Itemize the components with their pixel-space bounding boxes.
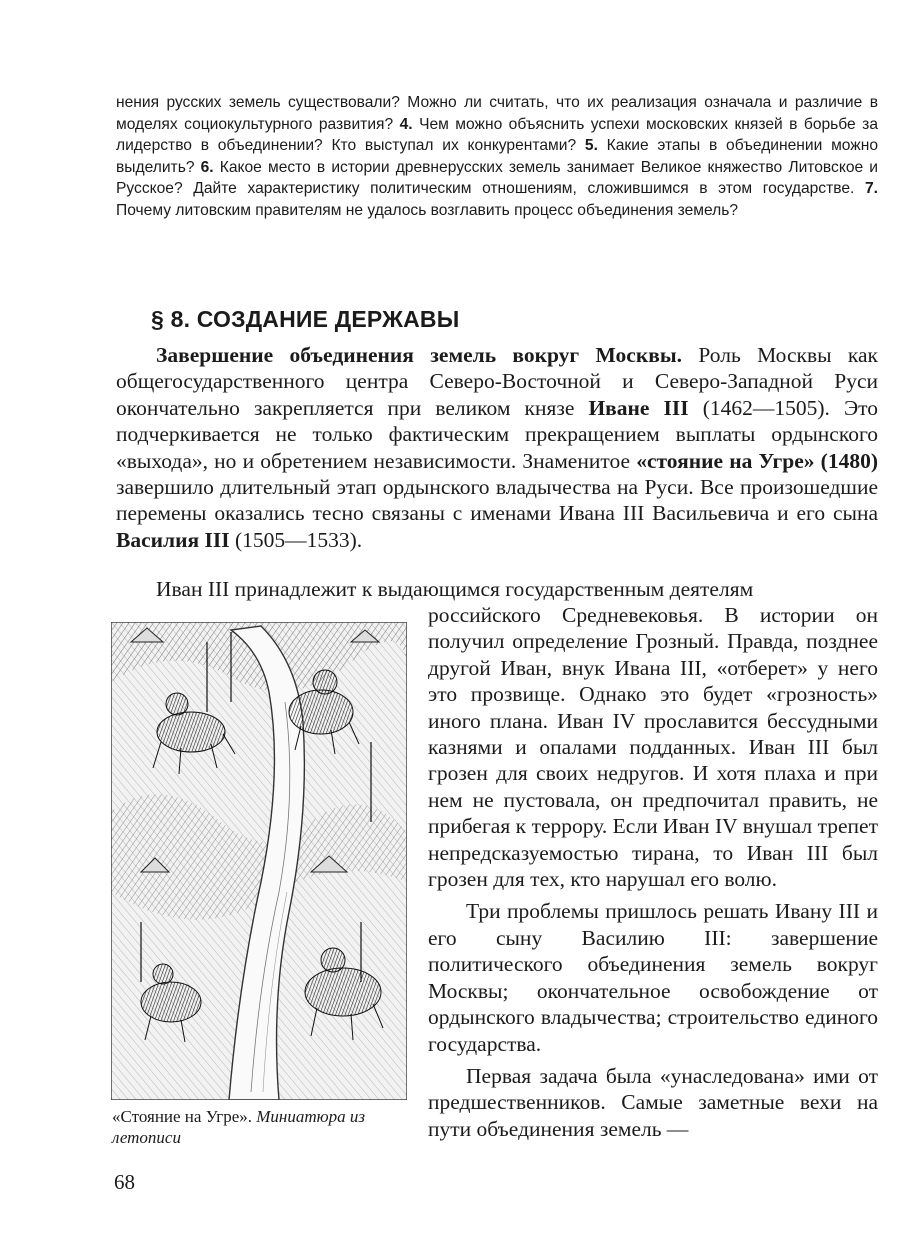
bold-text-run: Завершение объединения земель вокруг Москвы. <box>156 343 682 367</box>
text-column <box>428 602 878 1142</box>
paragraph-ivan-rest: российского Средневековья. В истории он получил определение Грозный. Правда, позднее другой Иван, внук Ивана III, «отберет» у него это прозвище. Однако это будет «грозность» иного плана. Иван IV прославится бессудными казнями и опалами подданных. Иван III был грозен для своих недругов. И хотя плаха и при нем не пустовала, он предпочитал править, не прибегая к террору. Если Иван IV внушал трепет непредсказуемостью тирана, то Иван III был грозен для тех, кто нарушал его волю. <box>428 603 878 892</box>
paragraph-unification <box>116 342 878 553</box>
page-number: 68 <box>114 1170 135 1194</box>
bold-text-run: 7. <box>864 180 878 198</box>
text-run: Почему литовским правителям не удалось возглавить процесс объединения земель? <box>116 201 739 219</box>
bold-text-run: Василия III <box>116 527 230 552</box>
miniature-illustration <box>111 622 407 1100</box>
text-run: Роль Москвы как общегосударственного центра Северо-Восточной и Северо-Западной Руси окончательно закрепляется при великом князе <box>116 343 879 420</box>
caption-source: Миниатюра из летописи <box>112 1107 366 1147</box>
section-heading: § 8. СОЗДАНИЕ ДЕРЖАВЫ <box>151 306 460 332</box>
paragraph-first-task: Первая задача была «унаследована» ими от предшественников. Самые заметные вехи на пути объединения земель — <box>428 1063 878 1141</box>
text-run: Какие этапы в объединении можно выделить? <box>116 137 878 176</box>
review-questions <box>116 92 878 222</box>
paragraph-ivan-first-line: Иван III принадлежит к выдающимся государственным деятелям <box>156 577 754 601</box>
caption-title: «Стояние на Угре». <box>112 1107 257 1126</box>
bold-text-run: Иване III <box>588 395 689 420</box>
text-run: Какое место в истории древнерусских земель занимает Великое княжество Литовское и Русское? Дайте характеристику политическим отношениям, сложившимся в этом государстве. <box>116 158 879 198</box>
bold-text-run: 4. <box>399 115 413 133</box>
text-run: (1462—1505). Это подчеркивается не только фактическим прекращением выплаты ордынского «выхода», но и обретением независимости. Знаменитое <box>116 395 879 473</box>
bold-text-run: «стояние на Угре» (1480) <box>636 448 878 473</box>
paragraph-three-problems: Три проблемы пришлось решать Ивану III и его сыну Василию III: завершение политического объединения земель вокруг Москвы; окончательное освобождение от ордынского владычества; строительство единого государства. <box>428 899 878 1056</box>
bold-text-run: 6. <box>200 158 214 176</box>
text-run: (1505—1533). <box>229 527 363 552</box>
figure-caption <box>112 1106 412 1148</box>
text-run: нения русских земель существовали? Можно ли считать, что их реализация означала и различие в моделях социокультурного развития? <box>116 94 878 133</box>
text-run: завершило длительный этап ордынского владычества на Руси. Все произошедшие перемены оказались тесно связаны с именами Ивана III Васильевича и его сына <box>116 475 878 526</box>
chronicle-miniature-image <box>111 622 407 1100</box>
text-run: Чем можно объяснить успехи московских князей в борьбе за лидерство в объединении? Кто выступал их конкурентами? <box>116 115 878 155</box>
bold-text-run: 5. <box>584 137 598 155</box>
